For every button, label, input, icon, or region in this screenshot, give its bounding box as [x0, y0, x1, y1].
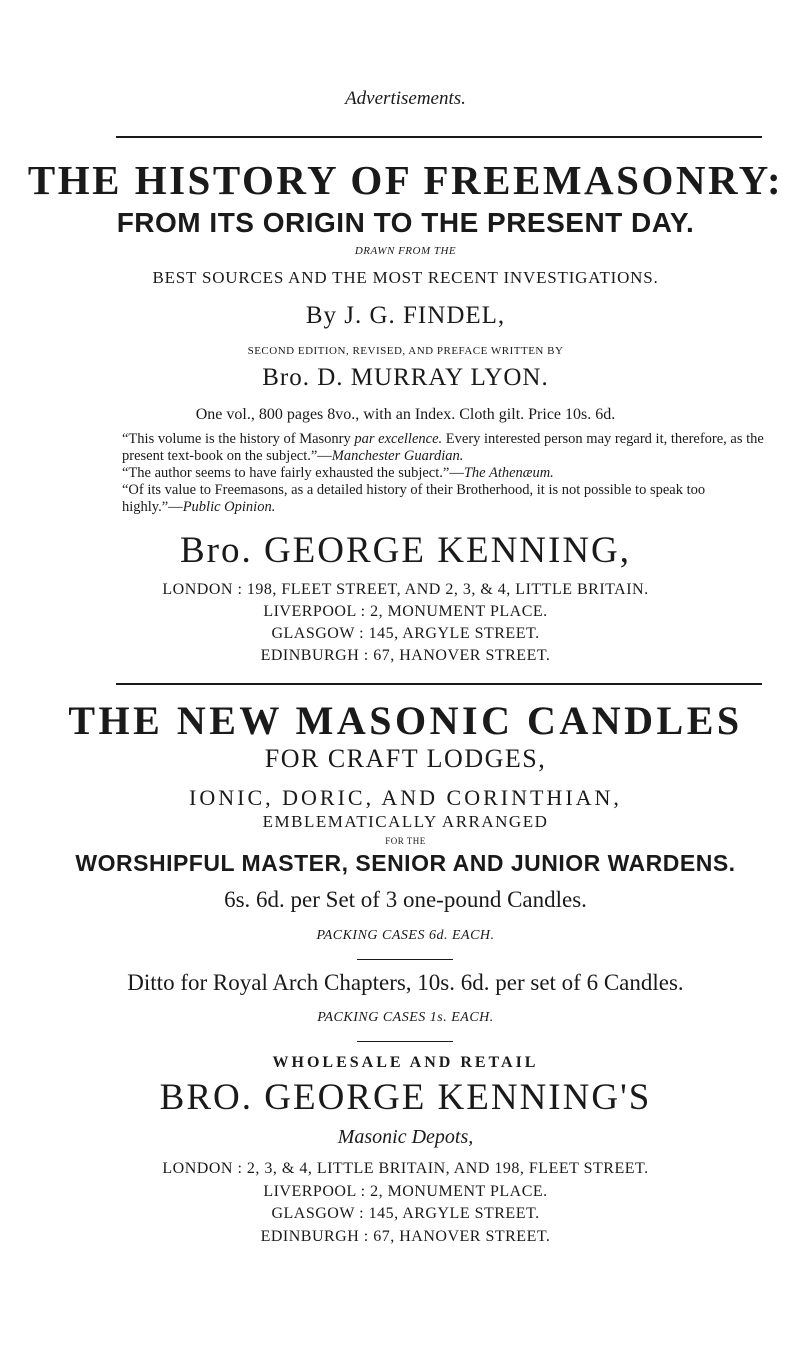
ad2-officers: WORSHIPFUL MASTER, SENIOR AND JUNIOR WARDENS. — [75, 850, 736, 876]
ad1-reviews — [114, 431, 769, 516]
ad1-address-liverpool: LIVERPOOL : 2, MONUMENT PLACE. — [263, 603, 548, 620]
ad2-price-craft: 6s. 6d. per Set of 3 one-pound Candles. — [224, 887, 587, 912]
ad1-edition-note: SECOND EDITION, REVISED, AND PREFACE WRITTEN BY — [247, 345, 564, 357]
ad2-arranged: EMBLEMATICALLY ARRANGED — [262, 812, 549, 831]
section-rule — [116, 683, 762, 685]
ad2-for-the: FOR THE — [385, 836, 426, 846]
ad2-depots: Masonic Depots, — [337, 1126, 474, 1148]
ad1-publisher: Bro. GEORGE KENNING, — [179, 530, 632, 571]
ad1-preface-line — [0, 364, 811, 392]
ad1-details: One vol., 800 pages 8vo., with an Index. Cloth gilt. Price 10s. 6d. — [195, 406, 616, 423]
short-rule — [357, 1041, 453, 1042]
ad1-subtitle: FROM ITS ORIGIN TO THE PRESENT DAY. — [116, 207, 695, 238]
ad2-trade: WHOLESALE AND RETAIL — [272, 1054, 539, 1071]
ad2-address-edinburgh: EDINBURGH : 67, HANOVER STREET. — [260, 1228, 551, 1245]
ad2-seller: BRO. GEORGE KENNING'S — [159, 1077, 652, 1118]
ad2-title: THE NEW MASONIC CANDLES — [68, 698, 743, 743]
review-item: “This volume is the history of Masonry par excellence. Every interested person may regard it, therefore, as the present text-book on the subject.”—Manchester Guardian. — [122, 431, 764, 464]
ad1-preface-author: D. MURRAY LYON. — [317, 364, 549, 391]
ad1-title: THE HISTORY OF FREEMASONRY: — [27, 157, 784, 203]
ad1-address-london: LONDON : 198, FLEET STREET, AND 2, 3, & 4, LITTLE BRITAIN. — [162, 581, 649, 598]
ad1-sources: BEST SOURCES AND THE MOST RECENT INVESTIGATIONS. — [152, 268, 659, 287]
running-title: Advertisements. — [345, 88, 466, 109]
review-item: “Of its value to Freemasons, as a detailed history of their Brotherhood, it is not possible to speak too highly.”—Public Opinion. — [122, 482, 706, 515]
ad2-orders: IONIC, DORIC, AND CORINTHIAN, — [189, 785, 622, 810]
ad1-address-glasgow: GLASGOW : 145, ARGYLE STREET. — [271, 625, 540, 642]
review-item: “The author seems to have fairly exhausted the subject.”—The Athenæum. — [122, 465, 554, 481]
ad2-price-arch: Ditto for Royal Arch Chapters, 10s. 6d. per set of 6 Candles. — [127, 970, 684, 995]
ad1-preface-prefix: Bro. — [262, 364, 310, 391]
header-rule — [116, 136, 762, 138]
ad1-by-prefix: By — [305, 302, 337, 329]
ad1-drawn-from: DRAWN FROM THE — [354, 245, 457, 257]
ad2-subtitle: FOR CRAFT LODGES, — [264, 744, 547, 773]
ad2-packing-arch: PACKING CASES 1s. EACH. — [317, 1010, 494, 1025]
ad2-packing-craft: PACKING CASES 6d. EACH. — [316, 928, 495, 943]
ad1-address-edinburgh: EDINBURGH : 67, HANOVER STREET. — [260, 647, 551, 664]
ad1-author: J. G. FINDEL, — [344, 302, 506, 329]
ad2-address-london: LONDON : 2, 3, & 4, LITTLE BRITAIN, AND 198, FLEET STREET. — [162, 1160, 649, 1177]
ad2-address-liverpool: LIVERPOOL : 2, MONUMENT PLACE. — [263, 1183, 548, 1200]
short-rule — [357, 959, 453, 960]
ad1-author-line — [0, 302, 811, 330]
ad2-address-glasgow: GLASGOW : 145, ARGYLE STREET. — [271, 1205, 540, 1222]
